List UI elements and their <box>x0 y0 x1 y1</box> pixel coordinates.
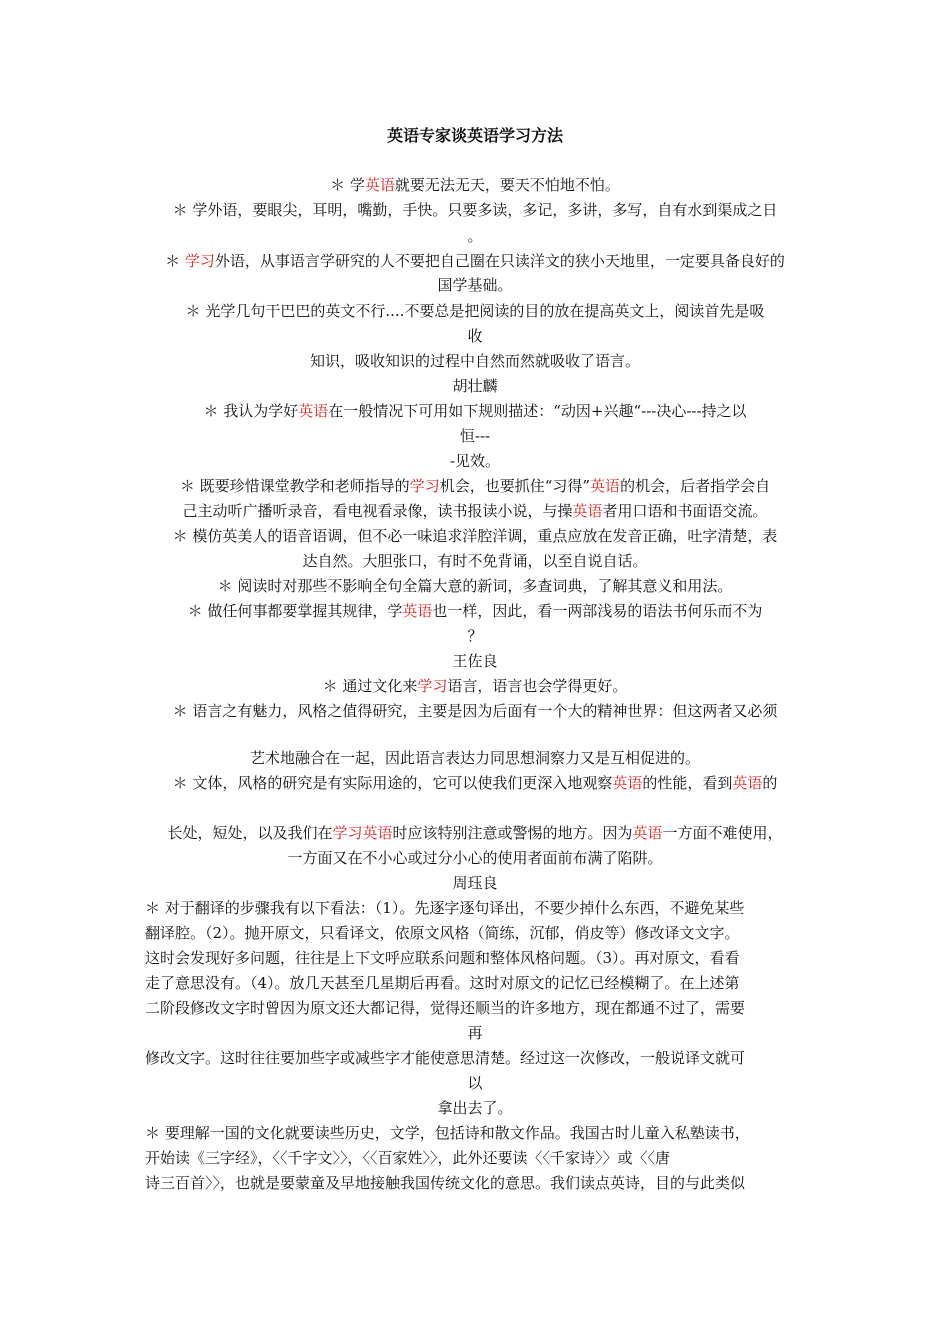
text-line: 再 <box>467 1024 483 1042</box>
text-line: 己主动听广播听录音，看电视看录像，读书报读小说，与操英语者用口语和书面语交流。 <box>182 502 768 520</box>
text-line: 艺术地融合在一起，因此语言表达力同思想洞察力又是互相促进的。 <box>249 749 700 767</box>
text-line: ＊ 要理解一国的文化就要读些历史，文学，包括诗和散文作品。我国古时儿童入私塾读书， <box>145 1124 750 1142</box>
text-line: -见效。 <box>449 452 501 470</box>
text-line: ＊ 光学几句干巴巴的英文不行....不要总是把阅读的目的放在提高英文上，阅读首先是吸 <box>185 302 765 320</box>
text-line: ＊ 通过文化来学习语言，语言也会学得更好。 <box>322 677 628 695</box>
text-line: ＊ 学英语就要无法无天，要天不怕地不怕。 <box>330 176 620 194</box>
text-line: 修改文字。这时往往要加些字或减些字才能使意思清楚。经过这一次修改，一般说译文就可 <box>145 1049 746 1067</box>
text-line: ＊ 文体，风格的研究是有实际用途的，它可以使我们更深入地观察英语的性能，看到英语的 <box>172 774 778 792</box>
text-line: 以 <box>467 1074 483 1092</box>
text-line: ＊ 既要珍惜课堂教学和老师指导的学习机会，也要抓住“习得”英语的机会，后者指学会自 <box>179 477 771 495</box>
text-line: 开始读《三字经》，〈〈千字文〉〉，〈〈百家姓〉〉，此外还要读〈〈千家诗〉〉或〈〈唐 <box>145 1149 671 1167</box>
text-line: 翻译腔。（2）。抛开原文，只看译文，依原文风格（简练，沉郁，俏皮等）修改译文文字。 <box>145 924 740 942</box>
text-line: ＊ 阅读时对那些不影响全句全篇大意的新词，多查词典，了解其意义和用法。 <box>217 577 733 595</box>
text-line: ＊ 学外语，要眼尖，耳明，嘴勤，手快。只要多读，多记，多讲，多写，自有水到渠成之日 <box>172 201 778 219</box>
document-title: 英语专家谈英语学习方法 <box>386 126 563 145</box>
text-line: 拿出去了。 <box>437 1099 513 1117</box>
author-name: 王佐良 <box>452 652 498 670</box>
author-name: 周珏良 <box>452 874 498 892</box>
text-line: 。 <box>467 227 483 245</box>
text-line: ＊ 做任何事都要掌握其规律，学英语也一样，因此，看一两部浅易的语法书何乐而不为 <box>187 602 763 620</box>
text-line: 国学基础。 <box>437 276 513 294</box>
text-line: 走了意思没有。（4）。放几天甚至几星期后再看。这时对原文的记忆已经模糊了。在上述第 <box>145 974 740 992</box>
text-line: ＊ 我认为学好英语在一般情况下可用如下规则描述：“动因+兴趣“---决心---持之以 <box>203 402 747 420</box>
text-line: 诗三百首〉〉，也就是要蒙童及早地接触我国传统文化的意思。我们读点英诗，目的与此类似 <box>145 1174 746 1192</box>
text-line: 长处，短处，以及我们在学习英语时应该特别注意或警惕的地方。因为英语一方面不难使用， <box>167 824 783 842</box>
text-line: 这时会发现好多问题，往往是上下文呼应联系问题和整体风格问题。（3）。再对原文，看看 <box>145 949 740 967</box>
author-name: 胡壮麟 <box>452 377 498 395</box>
text-line: ＊ 语言之有魅力，风格之值得研究，主要是因为后面有一个大的精神世界：但这两者又必须 <box>172 702 778 720</box>
text-line: 恒--- <box>459 427 491 445</box>
text-line: ＊ 学习外语，从事语言学研究的人不要把自己圈在只读洋文的狭小天地里，一定要具备良好的 <box>165 252 785 270</box>
text-line: 收 <box>467 327 483 345</box>
text-line: ＊ 对于翻译的步骤我有以下看法：（1）。先逐字逐句译出，不要少掉什么东西，不避免某些 <box>145 899 745 917</box>
text-line: 达自然。大胆张口，有时不免背诵，以至自说自话。 <box>302 552 648 570</box>
text-line: 一方面又在不小心或过分小心的使用者面前布满了陷阱。 <box>287 849 663 867</box>
text-line: 知识，吸收知识的过程中自然而然就吸收了语言。 <box>309 352 640 370</box>
text-line: 二阶段修改文字时曾因为原文还大都记得，觉得还顺当的许多地方，现在都通不过了，需要 <box>145 999 746 1017</box>
text-line: ？ <box>467 627 483 645</box>
text-line: ＊ 模仿英美人的语音语调，但不必一味追求洋腔洋调，重点应放在发音正确，吐字清楚，表 <box>172 527 778 545</box>
